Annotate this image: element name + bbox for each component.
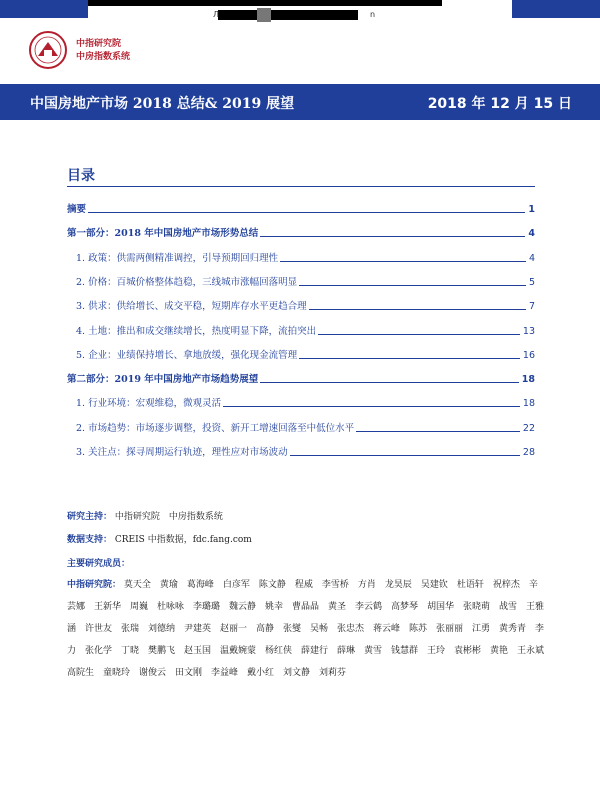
toc-leader-line [223, 406, 520, 407]
org-name [76, 38, 130, 64]
toc-entry[interactable] [76, 274, 535, 288]
toc-entry-label: 3. 供求：供给增长、成交平稳，短期库存水平更趋合理 [76, 298, 309, 312]
toc-entry-page: 18 [522, 398, 535, 410]
toc-leader-line [88, 212, 525, 213]
toc-leader-line [299, 358, 520, 359]
members-title: 主要研究成员： [67, 559, 131, 569]
top-gray-block [257, 8, 271, 22]
toc-entry-label: 2. 市场趋势：市场逐步调整，投资、新开工增速回落至中低位水平 [76, 420, 356, 434]
toc-entry-label: 第一部分：2018 年中国房地产市场形势总结 [67, 225, 260, 239]
toc-leader-line [318, 334, 520, 335]
members-names: 莫天全 黄瑜 葛海峰 白彦军 陈文静 程威 李雪桥 方肖 龙昊辰 吴建钦 杜语轩 祝梓杰 辛芸娜 王新华 周巍 杜咏咏 李璐璐 魏云静 姚幸 曹晶晶 黄圣 李云鹤 高梦琴 胡国华 张晓萌 战雪 王雅涵 许世友 张瑞 刘德纳 尹建英 赵丽一 高静 张燮 吴畅 张忠杰 蒋云峰 陈苏 张丽丽 江勇 黄秀青 李力 张化学 丁晓 樊鹏飞 赵玉国 温戴婉蒙 杨红侠 薛建行 薛琳 黄雪 钱慧群 王玲 袁彬彬 黄艳 王永斌 高院生 童晓玲 谢俊云 田文刚 李益峰 戴小红 刘文静 刘莉芬 [67, 580, 554, 678]
toc-leader-line [309, 309, 526, 310]
report-date: 2018 年 12 月 15 日 [427, 96, 572, 112]
toc-entry[interactable] [76, 323, 535, 337]
toc-entry[interactable] [67, 201, 535, 215]
top-redaction-bar-2 [218, 10, 358, 20]
title-banner [0, 84, 600, 120]
top-bar-left [0, 0, 88, 18]
toc-entry-label: 第二部分：2019 年中国房地产市场趋势展望 [67, 371, 260, 385]
org-name-line1: 中指研究院 [76, 39, 122, 49]
toc-leader-line [356, 431, 520, 432]
toc-entry-page: 7 [528, 301, 535, 313]
toc-leader-line [290, 455, 520, 456]
credits-data-value: CREIS 中指数据，fdc.fang.com [114, 535, 252, 545]
members-org-label: 中指研究院： [67, 580, 122, 590]
toc-entry[interactable] [76, 420, 535, 434]
toc-entry-label: 1. 行业环境：宏观维稳，微观灵活 [76, 395, 223, 409]
top-bar-right [512, 0, 600, 18]
toc-entry[interactable] [76, 250, 535, 264]
credits-data-label: 数据支持： [67, 535, 113, 545]
toc-heading: 目录 [67, 168, 95, 184]
report-title: 中国房地产市场 2018 总结& 2019 展望 [30, 96, 295, 112]
toc-entry-page: 1 [528, 204, 535, 215]
credits-host [67, 509, 537, 522]
top-redaction-bar [88, 0, 442, 6]
toc-entry-label: 4. 土地：推出和成交继续增长，热度明显下降，流拍突出 [76, 323, 318, 337]
toc-entry-page: 4 [528, 228, 535, 240]
toc-entry-label: 2. 价格：百城价格整体趋稳，三线城市涨幅回落明显 [76, 274, 299, 288]
toc-entry-label: 3. 关注点：探寻周期运行轨迹，理性应对市场波动 [76, 444, 290, 458]
credits-host-label: 研究主持： [67, 512, 113, 522]
members-list [67, 574, 554, 684]
toc-leader-line [260, 382, 519, 383]
toc-entry[interactable] [67, 225, 535, 239]
toc-entry-page: 4 [528, 252, 535, 264]
toc-entry-page: 13 [522, 325, 535, 337]
toc-entry-page: 22 [522, 422, 535, 434]
toc-leader-line [280, 261, 526, 262]
toc-entry[interactable] [76, 444, 535, 458]
toc-leader-line [260, 236, 525, 237]
toc-entry-label: 摘要 [67, 201, 88, 215]
credits-data [67, 532, 537, 545]
credits-host-value: 中指研究院 中房指数系统 [114, 512, 223, 522]
toc-entry-label: 5. 企业：业绩保持增长、拿地放缓，强化现金流管理 [76, 347, 299, 361]
top-glyph: Л [213, 10, 220, 19]
toc-leader-line [299, 285, 526, 286]
top-glyph: n [370, 10, 376, 19]
toc-entry-page: 28 [522, 447, 535, 458]
toc-entry-page: 5 [528, 276, 535, 288]
org-logo-icon [28, 30, 68, 70]
toc-entry[interactable] [67, 371, 535, 385]
org-name-line2: 中房指数系统 [76, 52, 131, 62]
toc-entry-page: 18 [521, 374, 535, 386]
toc-entry[interactable] [76, 395, 535, 409]
toc-entry-page: 16 [522, 349, 535, 361]
toc-entry[interactable] [76, 298, 535, 312]
toc-entry[interactable] [76, 347, 535, 361]
toc-entry-label: 1. 政策：供需两侧精准调控，引导预期回归理性 [76, 250, 280, 264]
toc-divider [67, 186, 535, 187]
